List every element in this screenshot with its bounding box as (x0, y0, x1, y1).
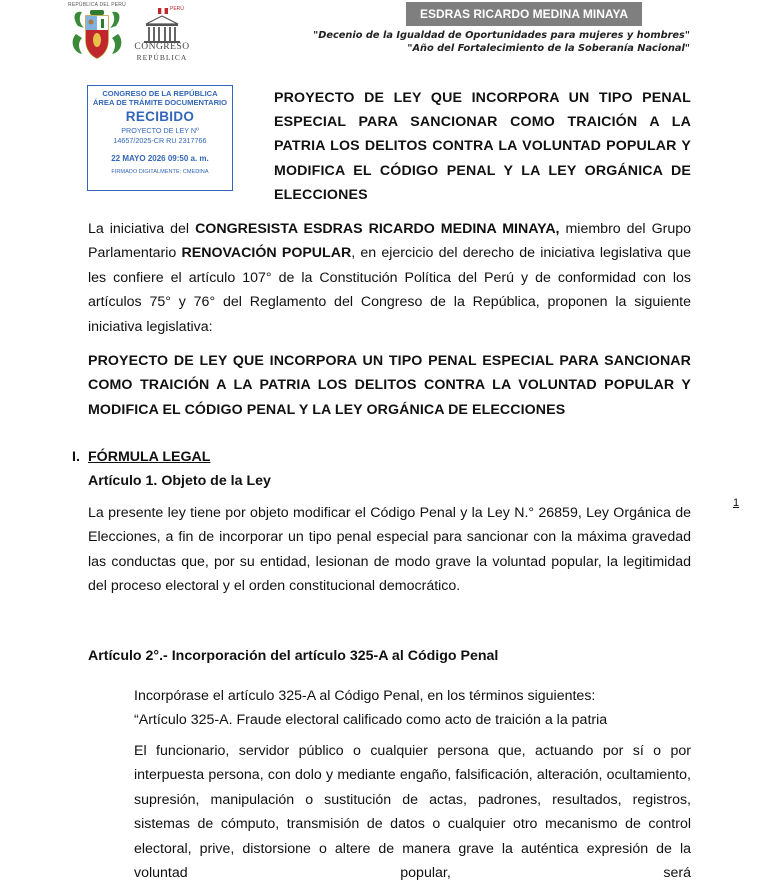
peru-coat-of-arms-icon (68, 4, 126, 62)
article-1-text: La presente ley tiene por objeto modificar el Código Penal y la Ley N.° 26859, Ley Orgánica de Elecciones, a fin de incorporar un tipo penal especial para sancionar con la máxima gravedad las conductas que, por su entidad, lesionan de modo grave la voluntad popular, la legitimidad del proceso electoral y el orden constitucional democrático. (88, 505, 691, 595)
stamp-project-label: PROYECTO DE LEY Nº (121, 126, 199, 135)
footnote-marker[interactable]: 1 (733, 497, 740, 509)
congreso-logo-country: PERÚ (170, 6, 184, 12)
article-325a-title: “Artículo 325-A. Fraude electoral calificado como acto de traición a la patria (134, 712, 608, 728)
congreso-logo-subtitle: REPÚBLICA (136, 53, 188, 62)
author-banner: ESDRAS RICARDO MEDINA MINAYA (406, 2, 642, 26)
bill-title-body: PROYECTO DE LEY QUE INCORPORA UN TIPO PENAL ESPECIAL PARA SANCIONAR COMO TRAICIÓN A LA PATRIA LOS DELITOS CONTRA LA VOLUNTAD POPULAR Y MODIFICA EL CÓDIGO PENAL Y LA LEY ORGÁNICA DE ELECCIONES (88, 353, 691, 418)
stamp-institution: CONGRESO DE LA REPÚBLICA (102, 89, 218, 98)
article-2-heading: Artículo 2°.- Incorporación del artículo 325-A al Código Penal (88, 648, 499, 664)
intro-paragraph (88, 217, 691, 339)
section-title: FÓRMULA LEGAL (88, 449, 211, 465)
article-325a-text: El funcionario, servidor público o cualquier persona que, actuando por sí o por interpuesta persona, con dolo y mediante engaño, falsificación, alteración, ocultamiento, supresión, manipulación o sustitución de actas, padrones, resultados, registros, sistemas de cómputo, transmisión de datos o cualquier otro mecanismo de control electoral, prive, distorsione o altere de manera grave la auténtica expresión de la voluntad popular, será (134, 743, 691, 882)
stamp-status: RECIBIDO (125, 109, 195, 124)
year-motto: "Año del Fortalecimiento de la Soberanía Nacional" (407, 43, 690, 54)
congreso-logo-name: CONGRESO (134, 42, 190, 52)
section-number: I. (72, 449, 80, 465)
intro-text-1: La iniciativa del (88, 221, 196, 237)
intro-author-name: CONGRESISTA ESDRAS RICARDO MEDINA MINAYA, (195, 221, 560, 237)
stamp-signature: FIRMADO DIGITALMENTE: CMEDINA (111, 169, 209, 175)
stamp-office: ÁREA DE TRÁMITE DOCUMENTARIO (92, 98, 228, 107)
article-2-intro: Incorpórase el artículo 325-A al Código Penal, en los términos siguientes: (134, 688, 596, 704)
intro-party-name: RENOVACIÓN POPULAR (181, 245, 352, 262)
intro-text-3: , en ejercicio del derecho de iniciativa legislativa que les confiere el artículo 107° de la Constitución Política del Perú y de conformidad con los artículos 75° y 76° del Reglamento del Congreso de la República, proponen la siguiente iniciativa legislativa: (88, 245, 691, 335)
reception-stamp (87, 85, 233, 191)
stamp-datetime: 22 MAYO 2026 09:50 a. m. (111, 154, 209, 163)
article-1-heading: Artículo 1. Objeto de la Ley (88, 473, 271, 489)
bill-title-header: PROYECTO DE LEY QUE INCORPORA UN TIPO PENAL ESPECIAL PARA SANCIONAR COMO TRAICIÓN A LA PATRIA LOS DELITOS CONTRA LA VOLUNTAD POPULAR Y MODIFICA EL CÓDIGO PENAL Y LA LEY ORGÁNICA DE ELECCIONES (274, 90, 691, 203)
stamp-project-number: 14657/2025-CR RU 2317766 (113, 136, 207, 145)
intro-text-2: miembro del Grupo Parlamentario (88, 221, 691, 262)
decade-motto: "Decenio de la Igualdad de Oportunidades para mujeres y hombres" (313, 30, 690, 41)
section-heading (72, 449, 210, 465)
coat-of-arms-caption: REPÚBLICA DEL PERÚ (68, 2, 126, 8)
